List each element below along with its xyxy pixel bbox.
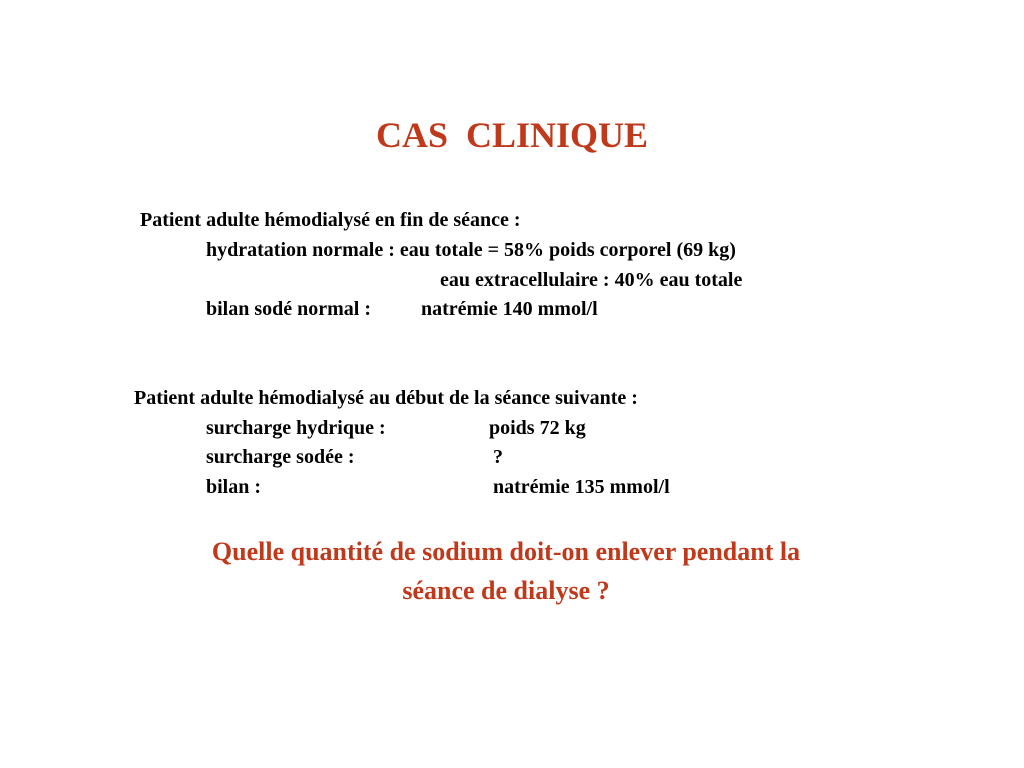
balance-label: bilan : <box>206 476 262 498</box>
water-overload-value: poids 72 kg <box>489 417 586 439</box>
sodium-overload-label: surcharge sodée : <box>206 446 355 468</box>
hydration-line: hydratation normale : eau totale = 58% poids corporel (69 kg) <box>206 239 736 261</box>
slide-title: CAS CLINIQUE <box>375 115 649 155</box>
sodium-overload-value: ? <box>493 446 503 468</box>
end-session-heading: Patient adulte hémodialysé en fin de séance : <box>140 209 521 231</box>
extracellular-line: eau extracellulaire : 40% eau totale <box>440 269 743 291</box>
next-session-heading: Patient adulte hémodialysé au début de la séance suivante : <box>134 387 638 409</box>
question-line-2: séance de dialyse ? <box>402 576 610 605</box>
water-overload-label: surcharge hydrique : <box>206 417 386 439</box>
sodium-balance-value: natrémie 140 mmol/l <box>421 298 598 320</box>
question-line-1: Quelle quantité de sodium doit-on enlever pendant la <box>211 537 801 566</box>
sodium-balance-label: bilan sodé normal : <box>206 298 372 320</box>
balance-value: natrémie 135 mmol/l <box>493 476 670 498</box>
